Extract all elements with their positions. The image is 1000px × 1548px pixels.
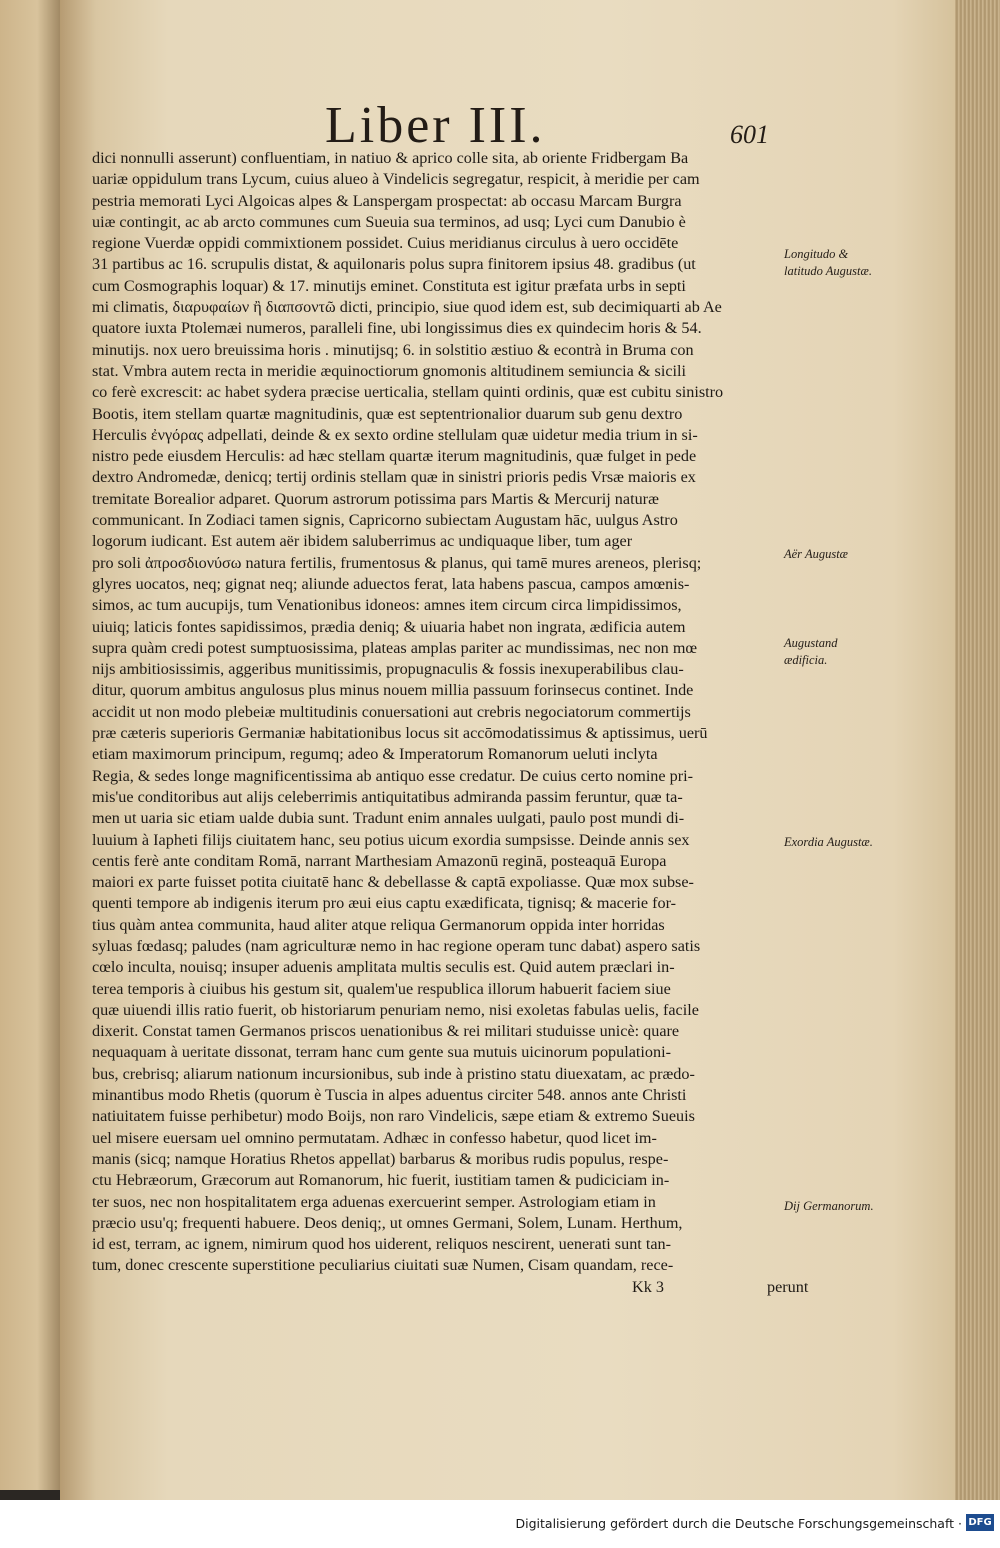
text-line: Herculis ἐνγόρας adpellati, deinde & ex sexto ordine stellulam quæ uidetur media trium in si- [92,425,698,444]
text-line: dici nonnulli asserunt) confluentiam, in natiuo & aprico colle sita, ab oriente Fridbergam Ba [92,149,689,167]
text-line: quæ uiuendi illis ratio fuerit, ob historiarum penuriam nemo, nisi exoletas fabulas uelis, facile [92,1000,699,1019]
text-line: id est, terram, ac ignem, nimirum quod hos uiderent, reliquos nescirent, uenerati sunt tan- [92,1235,671,1254]
margin-note-exordia: Exordia Augustæ. [784,835,873,849]
text-line: pro soli ἀπροσδιονύσω natura fertilis, frumentosus & planus, qui tamē mures areneos, plerisq; [92,553,702,572]
text-line: minantibus modo Rhetis (quorum è Tuscia in alpes aduentus circiter 548. annos ante Christi [92,1086,687,1105]
text-line: nequaquam à ueritate dissonat, terram hanc cum gente sua mutuis uicinorum populationi- [92,1043,671,1062]
text-line: etiam maximorum principum, regumq; adeo & Imperatorum Romanorum ueluti inclyta [92,745,658,764]
text-line: præ cæteris superioris Germaniæ habitationibus locus sit accōmodatissimus & aptissimus, uerū [92,724,708,743]
text-line: bus, crebrisq; aliarum nationum incursionibus, sub inde à pristino statu diuexatam, ac prædo- [92,1064,695,1083]
text-line: pestria memorati Lyci Algoicas alpes & Lanspergam prospectat: ab occasu Marcam Burgra [92,191,682,210]
footer-bar [0,1500,1000,1548]
margin-note-aedificia: Augustand ædificia. [784,636,838,667]
text-line: 31 partibus ac 16. scrupulis distat, & aquilonaris polus supra finitorem ipsius 48. gradibus (ut [92,255,696,274]
footer-credit[interactable]: Digitalisierung gefördert durch die Deutsche Forschungsgemeinschaft · [515,1516,962,1531]
text-line: uel misere euersam uel omnino permutatam. Adhæc in confesso habetur, quod licet im- [92,1128,657,1147]
text-line: Bootis, item stellam quartæ magnitudinis, quæ est septentrionalior duarum sub genu dextro [92,404,683,423]
catchword: perunt [767,1277,809,1296]
text-line: nistro pede eiusdem Herculis: ad hæc stellam quartæ iterum magnitudinis, quæ fulget in pede [92,447,697,466]
text-line: simos, ac tum aucupijs, tum Venationibus idoneos: amnes item circum circa limpidissimos, [92,596,682,615]
text-line: co ferè excrescit: ac habet sydera præcise uerticalia, stellam quinti ordinis, quæ est cubitu sinistro [92,383,724,402]
text-line: regione Vuerdæ oppidi commixtionem possidet. Cuius meridianus circulus à uero occidēte [92,234,679,253]
text-line: Regia, & sedes longe magnificentissima ab antiquo esse credatur. De cuius certo nomine pri- [92,766,694,785]
text-line: mis'ue conditoribus aut alijs celeberrimis antiquitatibus admiranda passim feruntur, quæ ta- [92,787,683,806]
margin-note-longitude: Longitudo & latitudo Augustæ. [784,247,872,278]
text-line: tius quàm antea communita, haud aliter atque reliqua Germanorum oppida inter horridas [92,915,665,934]
text-line: stat. Vmbra autem recta in meridie æquinoctiorum gnomonis altitudinem semiuncia & sicili [92,361,687,380]
margin-note-dij-germanorum: Dij Germanorum. [784,1199,874,1213]
signature-line [92,1277,809,1298]
text-line: dextro Andromedæ, denicq; tertij ordinis stellam quæ in sinistri prioris pedis Vrsæ maioris ex [92,468,696,487]
text-line: tum, donec crescente superstitione peculiarius ciuitati suæ Numen, Cisam quandam, rece- [92,1256,674,1275]
text-line: centis ferè ante conditam Romā, narrant Marthesiam Amazonū reginā, posteaquā Europa [92,851,667,870]
text-line: natiuitatem fuisse perhibetur) modo Boijs, non raro Vindelicis, sæpe etiam & extremo Sueuis [92,1107,695,1126]
left-page-edge [0,0,62,1490]
text-line: quatore iuxta Ptolemæi numeros, paralleli fine, ubi longissimus dies ex quindecim horis & 54. [92,319,702,338]
page-fore-edge [955,0,1000,1500]
text-line: supra quàm credi potest sumptuosissima, plateas amplas pariter ac mundissimas, nec non mœ [92,638,698,657]
page-number: 601 [730,120,769,149]
text-line: nijs ambitiosissimis, aggeribus munitissimis, propugnaculis & fossis inexuperabilibus clau- [92,660,684,679]
text-line: cœlo inculta, nouisq; insuper aduenis amplitata multis seculis est. Quid autem præclari in- [92,958,675,977]
margin-note-aer: Aër Augustæ [784,547,849,561]
text-line: uariæ oppidulum trans Lycum, cuius alueo à Vindelicis segregatur, respicit, à meridie per cam [92,170,700,189]
text-line: quenti tempore ab indigenis iterum pro æui eius captu exædificata, tignisq; & macerie for- [92,894,677,913]
text-line: maiori ex parte fuisset potita ciuitatē hanc & debellasse & captā expoliasse. Quæ mox subse- [92,873,694,892]
text-line: luuium à Iapheti filijs ciuitatem hanc, seu potius uicum exordia sumpsisse. Deinde annis sex [92,830,690,849]
text-line: glyres uocatos, neq; gignat neq; aliunde aduectos ferat, lata habens pascua, campos amœnis- [92,574,690,593]
text-line: præcio usu'q; frequenti habuere. Deos deniq;, ut omnes Germani, Solem, Lunam. Herthum, [92,1213,683,1232]
text-line: tremitate Borealior adparet. Quorum astrorum potissima pars Martis & Mercurij naturæ [92,489,659,508]
text-line: men ut uaria sic etiam ualde dubia sunt. Tradunt enim annales uulgati, paulo post mundi di- [92,809,685,828]
text-line: accidit ut non modo plebeiæ multitudinis conuersationi aut crebris negociatorum commertijs [92,702,691,721]
text-line: logorum iudicant. Est autem aër ibidem saluberrimus ac undiquaque liber, tum ager [92,532,633,551]
text-line: mi climatis, διαρυφαίων ἢ διαπσοντῶ dicti, principio, siue quod idem est, sub decimiquarti ab Ae [92,298,722,317]
signature-mark: Kk 3 [632,1277,664,1296]
text-line: cum Cosmographis loquar) & 17. minutijs eminet. Constituta est igitur præfata urbs in septi [92,276,686,295]
text-line: terea temporis à ciuibus his gestum sit, qualem'ue respublica illorum habuerit faciem siue [92,979,671,998]
text-line: uiuiq; laticis fontes sapidissimos, prædia deniq; & uiuaria habet non ingrata, ædificia autem [92,617,686,636]
text-line: syluas fœdasq; paludes (nam agriculturæ nemo in hac regione operam tunc dabat) aspero satis [92,936,701,955]
text-line: minutijs. nox uero breuissima horis . minutijsq; 6. in solstitio æstiuo & econtrà in Bruma con [92,340,694,359]
text-line: ctu Hebræorum, Græcorum aut Romanorum, hic fuerit, iustitiam tamen & pudiciciam in- [92,1171,670,1190]
running-head-title: Liber III. [325,97,546,154]
text-line: communicant. In Zodiaci tamen signis, Capricorno subiectam Augustam hāc, uulgus Astro [92,511,678,530]
text-line: manis (sicq; namque Horatius Rhetos appellat) barbarus & moribus rudis populus, respe- [92,1149,669,1168]
text-line: ter suos, nec non hospitalitatem erga aduenas exercuerint semper. Astrologiam etiam in [92,1192,656,1211]
text-line: ditur, quorum ambitus angulosus plus minus nouem millia passuum forinsecus continet. Inde [92,681,694,700]
body-text [92,148,809,1298]
dfg-logo[interactable]: DFG [966,1514,994,1531]
text-line: dixerit. Constat tamen Germanos priscos uenationibus & rei militari studuisse unicè: quare [92,1022,680,1041]
text-line: uiæ contingit, ac ab arcto communes cum Sueuia sua terminos, ad usq; Lyci cum Danubio è [92,212,686,231]
